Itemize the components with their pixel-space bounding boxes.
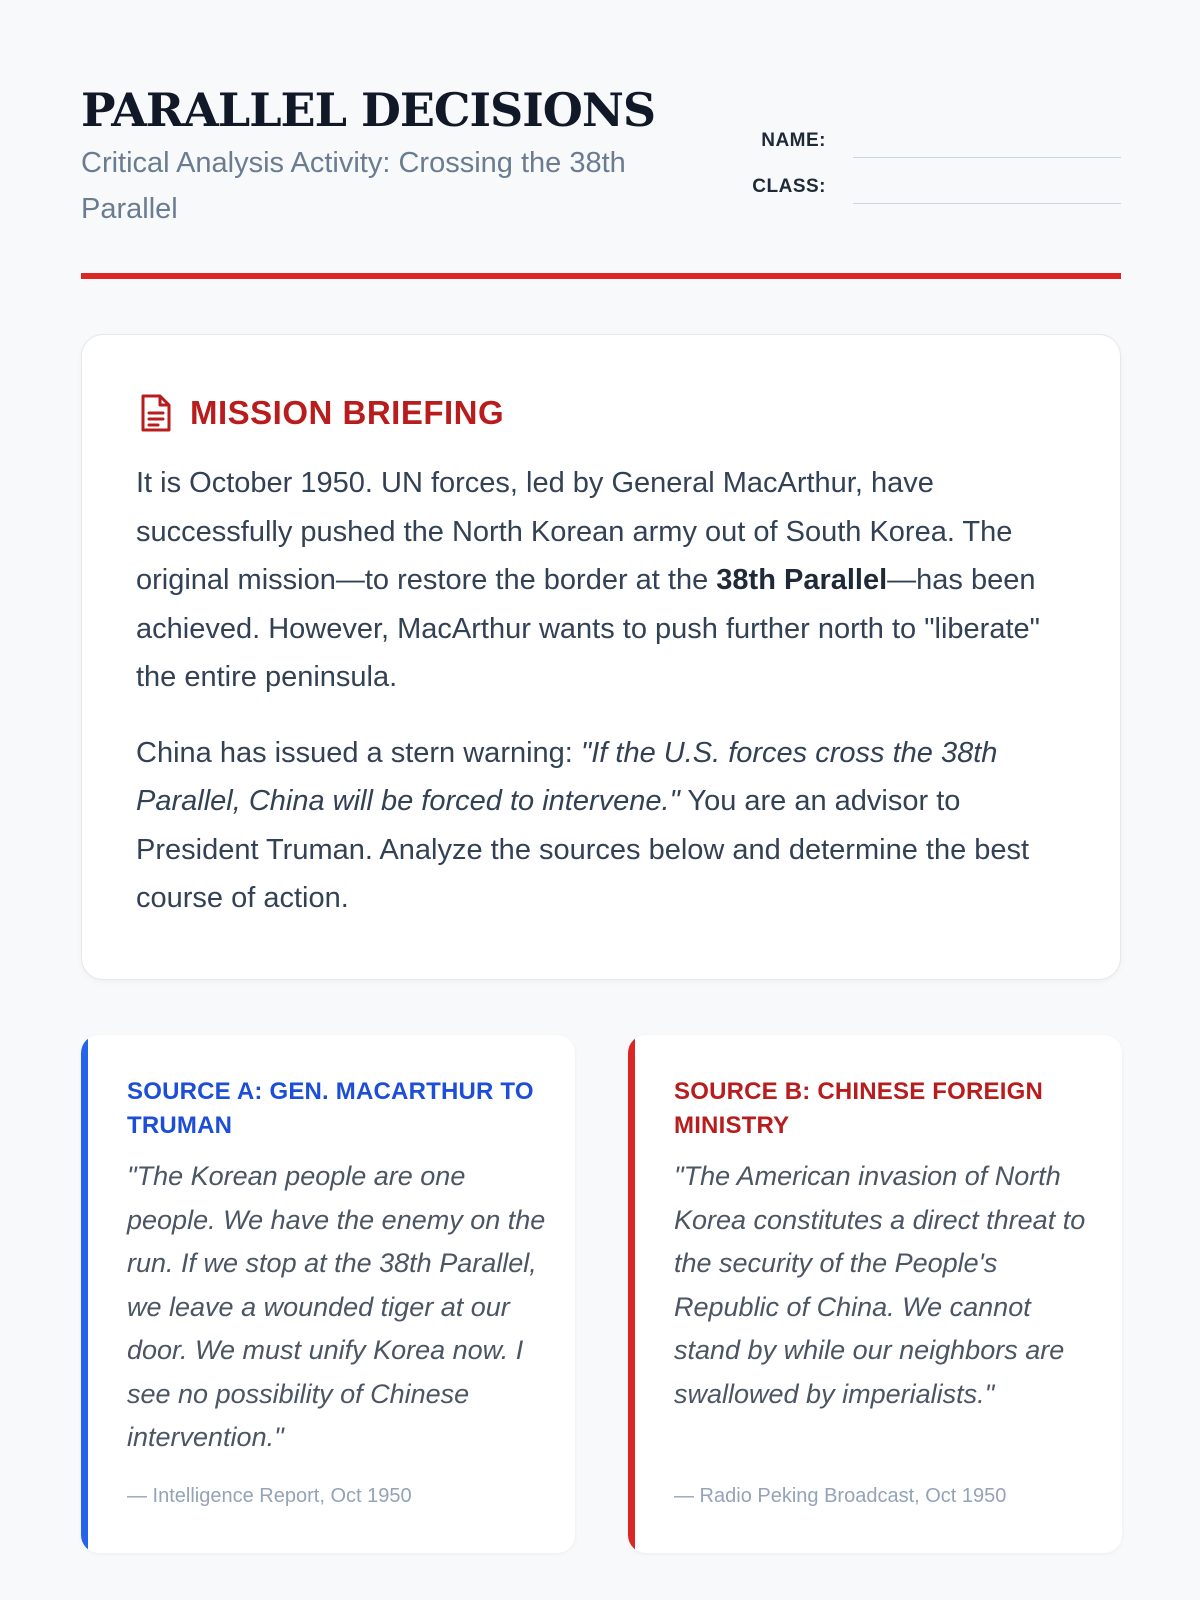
briefing-text [136,459,1076,950]
mission-briefing-card [81,334,1121,980]
page-subtitle: Critical Analysis Activity: Crossing the 38th Parallel [81,147,626,225]
source-a-accent-bar [81,1035,88,1553]
briefing-p1-text-end: —has been achieved. However, MacArthur wants to push further north to "liberate" the entire peninsula. [136,564,1040,693]
document-icon [138,393,174,433]
source-b-title: SOURCE B: CHINESE FOREIGN MINISTRY [674,1078,1044,1139]
briefing-title: MISSION BRIEFING [190,394,505,431]
source-a-title: SOURCE A: GEN. MACARTHUR TO TRUMAN [127,1078,534,1139]
china-warning-quote: "If the U.S. forces cross the 38th Parallel, China will be forced to intervene." [136,736,998,817]
briefing-paragraph-1 [136,459,1076,702]
name-field-row [751,112,1121,158]
header [81,82,1121,232]
page-title: PARALLEL DECISIONS [81,83,656,137]
source-a-quote: "The Korean people are one people. We have the enemy on the run. If we stop at the 38th Parallel, we leave a wounded tiger at our door. We must unify Korea now. I see no possibility of Chinese intervention." [127,1161,546,1452]
source-b-citation: — Radio Peking Broadcast, Oct 1950 [674,1485,1007,1507]
briefing-heading [138,393,504,433]
student-fields [751,112,1121,204]
briefing-p2-text-end: You are an advisor to President Truman. Analyze the sources below and determine the best course of action. [136,785,1030,914]
briefing-p1-text: It is October 1950. UN forces, led by General MacArthur, have successfully pushed the North Korean army out of South Korea. The original mission—to restore the border at the [136,467,1013,596]
source-b-quote: "The American invasion of North Korea constitutes a direct threat to the security of the People's Republic of China. We cannot stand by while our neighbors are swallowed by imperialists." [674,1161,1086,1409]
source-a-card [81,1035,575,1553]
briefing-p2-text: China has issued a stern warning: [136,736,581,769]
source-b-accent-bar [628,1035,635,1553]
source-b-card [628,1035,1122,1553]
briefing-p1-emphasis: 38th Parallel [716,564,888,596]
class-field-row [751,158,1121,204]
name-label: NAME: [761,130,826,151]
name-field[interactable] [853,121,1121,158]
source-a-citation: — Intelligence Report, Oct 1950 [127,1485,412,1507]
class-field[interactable] [853,167,1121,204]
class-label: CLASS: [752,176,826,197]
briefing-paragraph-2 [136,729,1076,923]
header-divider [81,273,1121,279]
